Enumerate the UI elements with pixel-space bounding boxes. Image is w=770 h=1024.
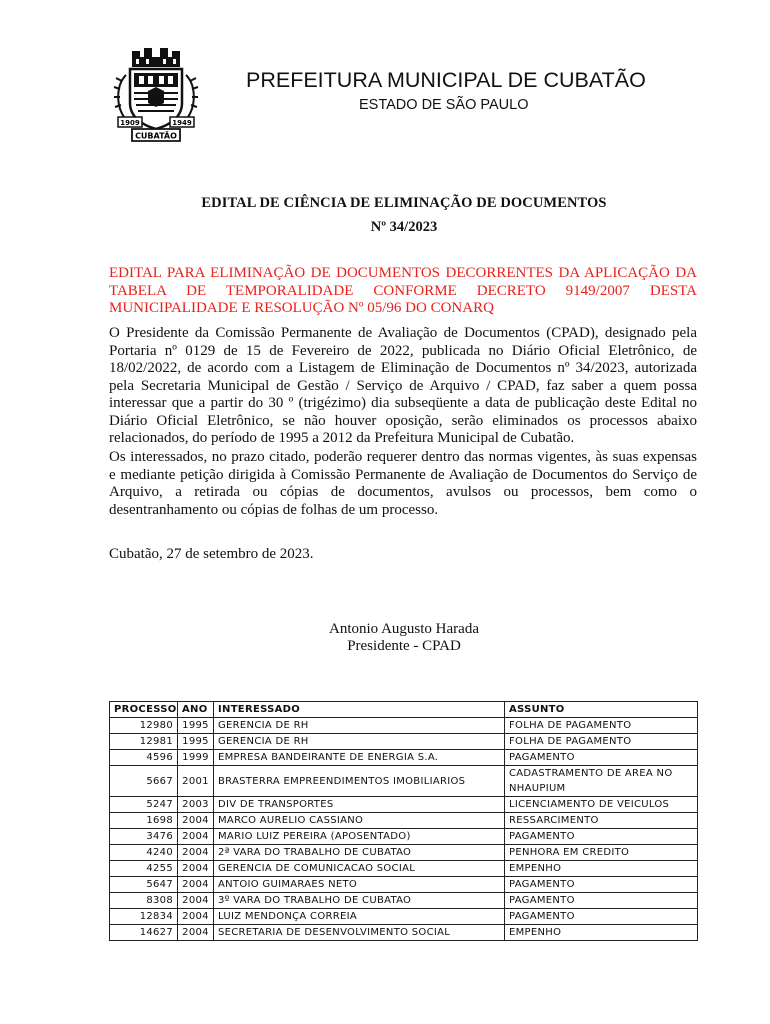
- edital-heading: EDITAL PARA ELIMINAÇÃO DE DOCUMENTOS DECORRENTES DA APLICAÇÃO DA TABELA DE TEMPORALIDADE CONFORME DECRETO 9149/2007 DESTA MUNICIPALIDADE E RESOLUÇÃO Nº 05/96 DO CONARQ: [109, 265, 697, 316]
- cell-processo: 4596: [110, 750, 178, 766]
- cell-ano: 2004: [178, 893, 214, 909]
- cell-processo: 14627: [110, 925, 178, 941]
- cell-assunto: PAGAMENTO: [505, 909, 698, 925]
- table-row: [110, 909, 698, 925]
- cell-processo: 12981: [110, 734, 178, 750]
- cell-ano: 1995: [178, 718, 214, 734]
- crest-year-right: 1949: [172, 119, 192, 127]
- cell-interessado: GERENCIA DE COMUNICACAO SOCIAL: [214, 861, 505, 877]
- header-processo: PROCESSO: [110, 702, 178, 718]
- cell-ano: 2004: [178, 877, 214, 893]
- municipal-crest-emblem: [112, 47, 200, 145]
- cell-assunto: PENHORA EM CREDITO: [505, 845, 698, 861]
- cell-interessado: ANTOIO GUIMARAES NETO: [214, 877, 505, 893]
- cell-assunto: RESSARCIMENTO: [505, 813, 698, 829]
- cell-assunto: FOLHA DE PAGAMENTO: [505, 718, 698, 734]
- cell-processo: 1698: [110, 813, 178, 829]
- table-row: [110, 750, 698, 766]
- cell-interessado: GERENCIA DE RH: [214, 734, 505, 750]
- cell-ano: 2004: [178, 925, 214, 941]
- header-interessado: INTERESSADO: [214, 702, 505, 718]
- signer-role: Presidente - CPAD: [347, 638, 461, 654]
- cell-processo: 12980: [110, 718, 178, 734]
- municipality-title: PREFEITURA MUNICIPAL DE CUBATÃO: [246, 68, 646, 92]
- cell-ano: 1995: [178, 734, 214, 750]
- table-row: [110, 813, 698, 829]
- cell-processo: 5247: [110, 797, 178, 813]
- cell-ano: 2004: [178, 861, 214, 877]
- cell-assunto: PAGAMENTO: [505, 829, 698, 845]
- cell-ano: 2004: [178, 813, 214, 829]
- cell-assunto: PAGAMENTO: [505, 877, 698, 893]
- table-row: [110, 734, 698, 750]
- crest-year-left: 1909: [120, 119, 140, 127]
- header-ano: ANO: [178, 702, 214, 718]
- table-row: [110, 845, 698, 861]
- document-number: Nº 34/2023: [370, 219, 438, 235]
- signer-name: Antonio Augusto Harada: [329, 621, 479, 637]
- body-paragraph-1: O Presidente da Comissão Permanente de Avaliação de Documentos (CPAD), designado pela Portaria nº 0129 de 15 de Fevereiro de 2022, publicada no Diário Oficial Eletrônico, de 18/02/2022, de acordo com a Listagem de Eliminação de Documentos nº 34/2023, autorizada pela Secretaria Municipal de Gestão / Serviço de Arquivo / CPAD, faz saber a quem possa interessar que a partir do 30 º (trigézimo) dia subseqüente a data de publicação deste Edital no Diário Oficial Eletrônico, se não houver oposição, serão eliminados os processos abaixo relacionados, do período de 1995 a 2012 da Prefeitura Municipal de Cubatão.: [109, 325, 697, 446]
- cell-assunto: EMPENHO: [505, 861, 698, 877]
- cell-interessado: MARCO AURELIO CASSIANO: [214, 813, 505, 829]
- crown-icon: [132, 48, 180, 67]
- date-line: Cubatão, 27 de setembro de 2023.: [109, 546, 314, 562]
- cell-assunto: LICENCIAMENTO DE VEICULOS: [505, 797, 698, 813]
- body-paragraph-2: Os interessados, no prazo citado, poderão requerer dentro das normas vigentes, às suas expensas e mediante petição dirigida à Comissão Permanente de Avaliação de Documentos do Serviço de Arquivo, a retirada ou cópias de documentos, avulsos ou processos, bem como o desentranhamento ou cópias de folhas de um processo.: [109, 449, 697, 518]
- table-row: [110, 877, 698, 893]
- cell-assunto: PAGAMENTO: [505, 893, 698, 909]
- cell-processo: 8308: [110, 893, 178, 909]
- cell-processo: 4255: [110, 861, 178, 877]
- cell-interessado: GERENCIA DE RH: [214, 718, 505, 734]
- cell-interessado: 3º VARA DO TRABALHO DE CUBATAO: [214, 893, 505, 909]
- cell-assunto: CADASTRAMENTO DE AREA NO NHAUPIUM: [505, 766, 698, 797]
- cell-assunto: PAGAMENTO: [505, 750, 698, 766]
- cell-processo: 12834: [110, 909, 178, 925]
- document-title: EDITAL DE CIÊNCIA DE ELIMINAÇÃO DE DOCUMENTOS: [201, 195, 607, 211]
- cell-ano: 2001: [178, 766, 214, 797]
- header-assunto: ASSUNTO: [505, 702, 698, 718]
- cell-interessado: DIV DE TRANSPORTES: [214, 797, 505, 813]
- cell-processo: 4240: [110, 845, 178, 861]
- cell-processo: 5667: [110, 766, 178, 797]
- cell-processo: 3476: [110, 829, 178, 845]
- cell-ano: 2003: [178, 797, 214, 813]
- cell-interessado: MARIO LUIZ PEREIRA (APOSENTADO): [214, 829, 505, 845]
- cell-interessado: EMPRESA BANDEIRANTE DE ENERGIA S.A.: [214, 750, 505, 766]
- cell-interessado: 2ª VARA DO TRABALHO DE CUBATAO: [214, 845, 505, 861]
- cell-processo: 5647: [110, 877, 178, 893]
- cell-interessado: SECRETARIA DE DESENVOLVIMENTO SOCIAL: [214, 925, 505, 941]
- cell-ano: 1999: [178, 750, 214, 766]
- table-row: [110, 893, 698, 909]
- cell-assunto: EMPENHO: [505, 925, 698, 941]
- cell-interessado: BRASTERRA EMPREENDIMENTOS IMOBILIARIOS: [214, 766, 505, 797]
- records-table: [109, 701, 698, 941]
- cell-ano: 2004: [178, 909, 214, 925]
- state-subtitle: ESTADO DE SÃO PAULO: [359, 97, 529, 113]
- table-row: [110, 766, 698, 797]
- table-row: [110, 718, 698, 734]
- cell-interessado: LUIZ MENDONÇA CORREIA: [214, 909, 505, 925]
- table-row: [110, 797, 698, 813]
- cell-ano: 2004: [178, 829, 214, 845]
- cell-assunto: FOLHA DE PAGAMENTO: [505, 734, 698, 750]
- cell-ano: 2004: [178, 845, 214, 861]
- table-row: [110, 861, 698, 877]
- table-row: [110, 829, 698, 845]
- table-row: [110, 925, 698, 941]
- table-header-row: [110, 702, 698, 718]
- crest-city-name: CUBATÃO: [135, 131, 177, 141]
